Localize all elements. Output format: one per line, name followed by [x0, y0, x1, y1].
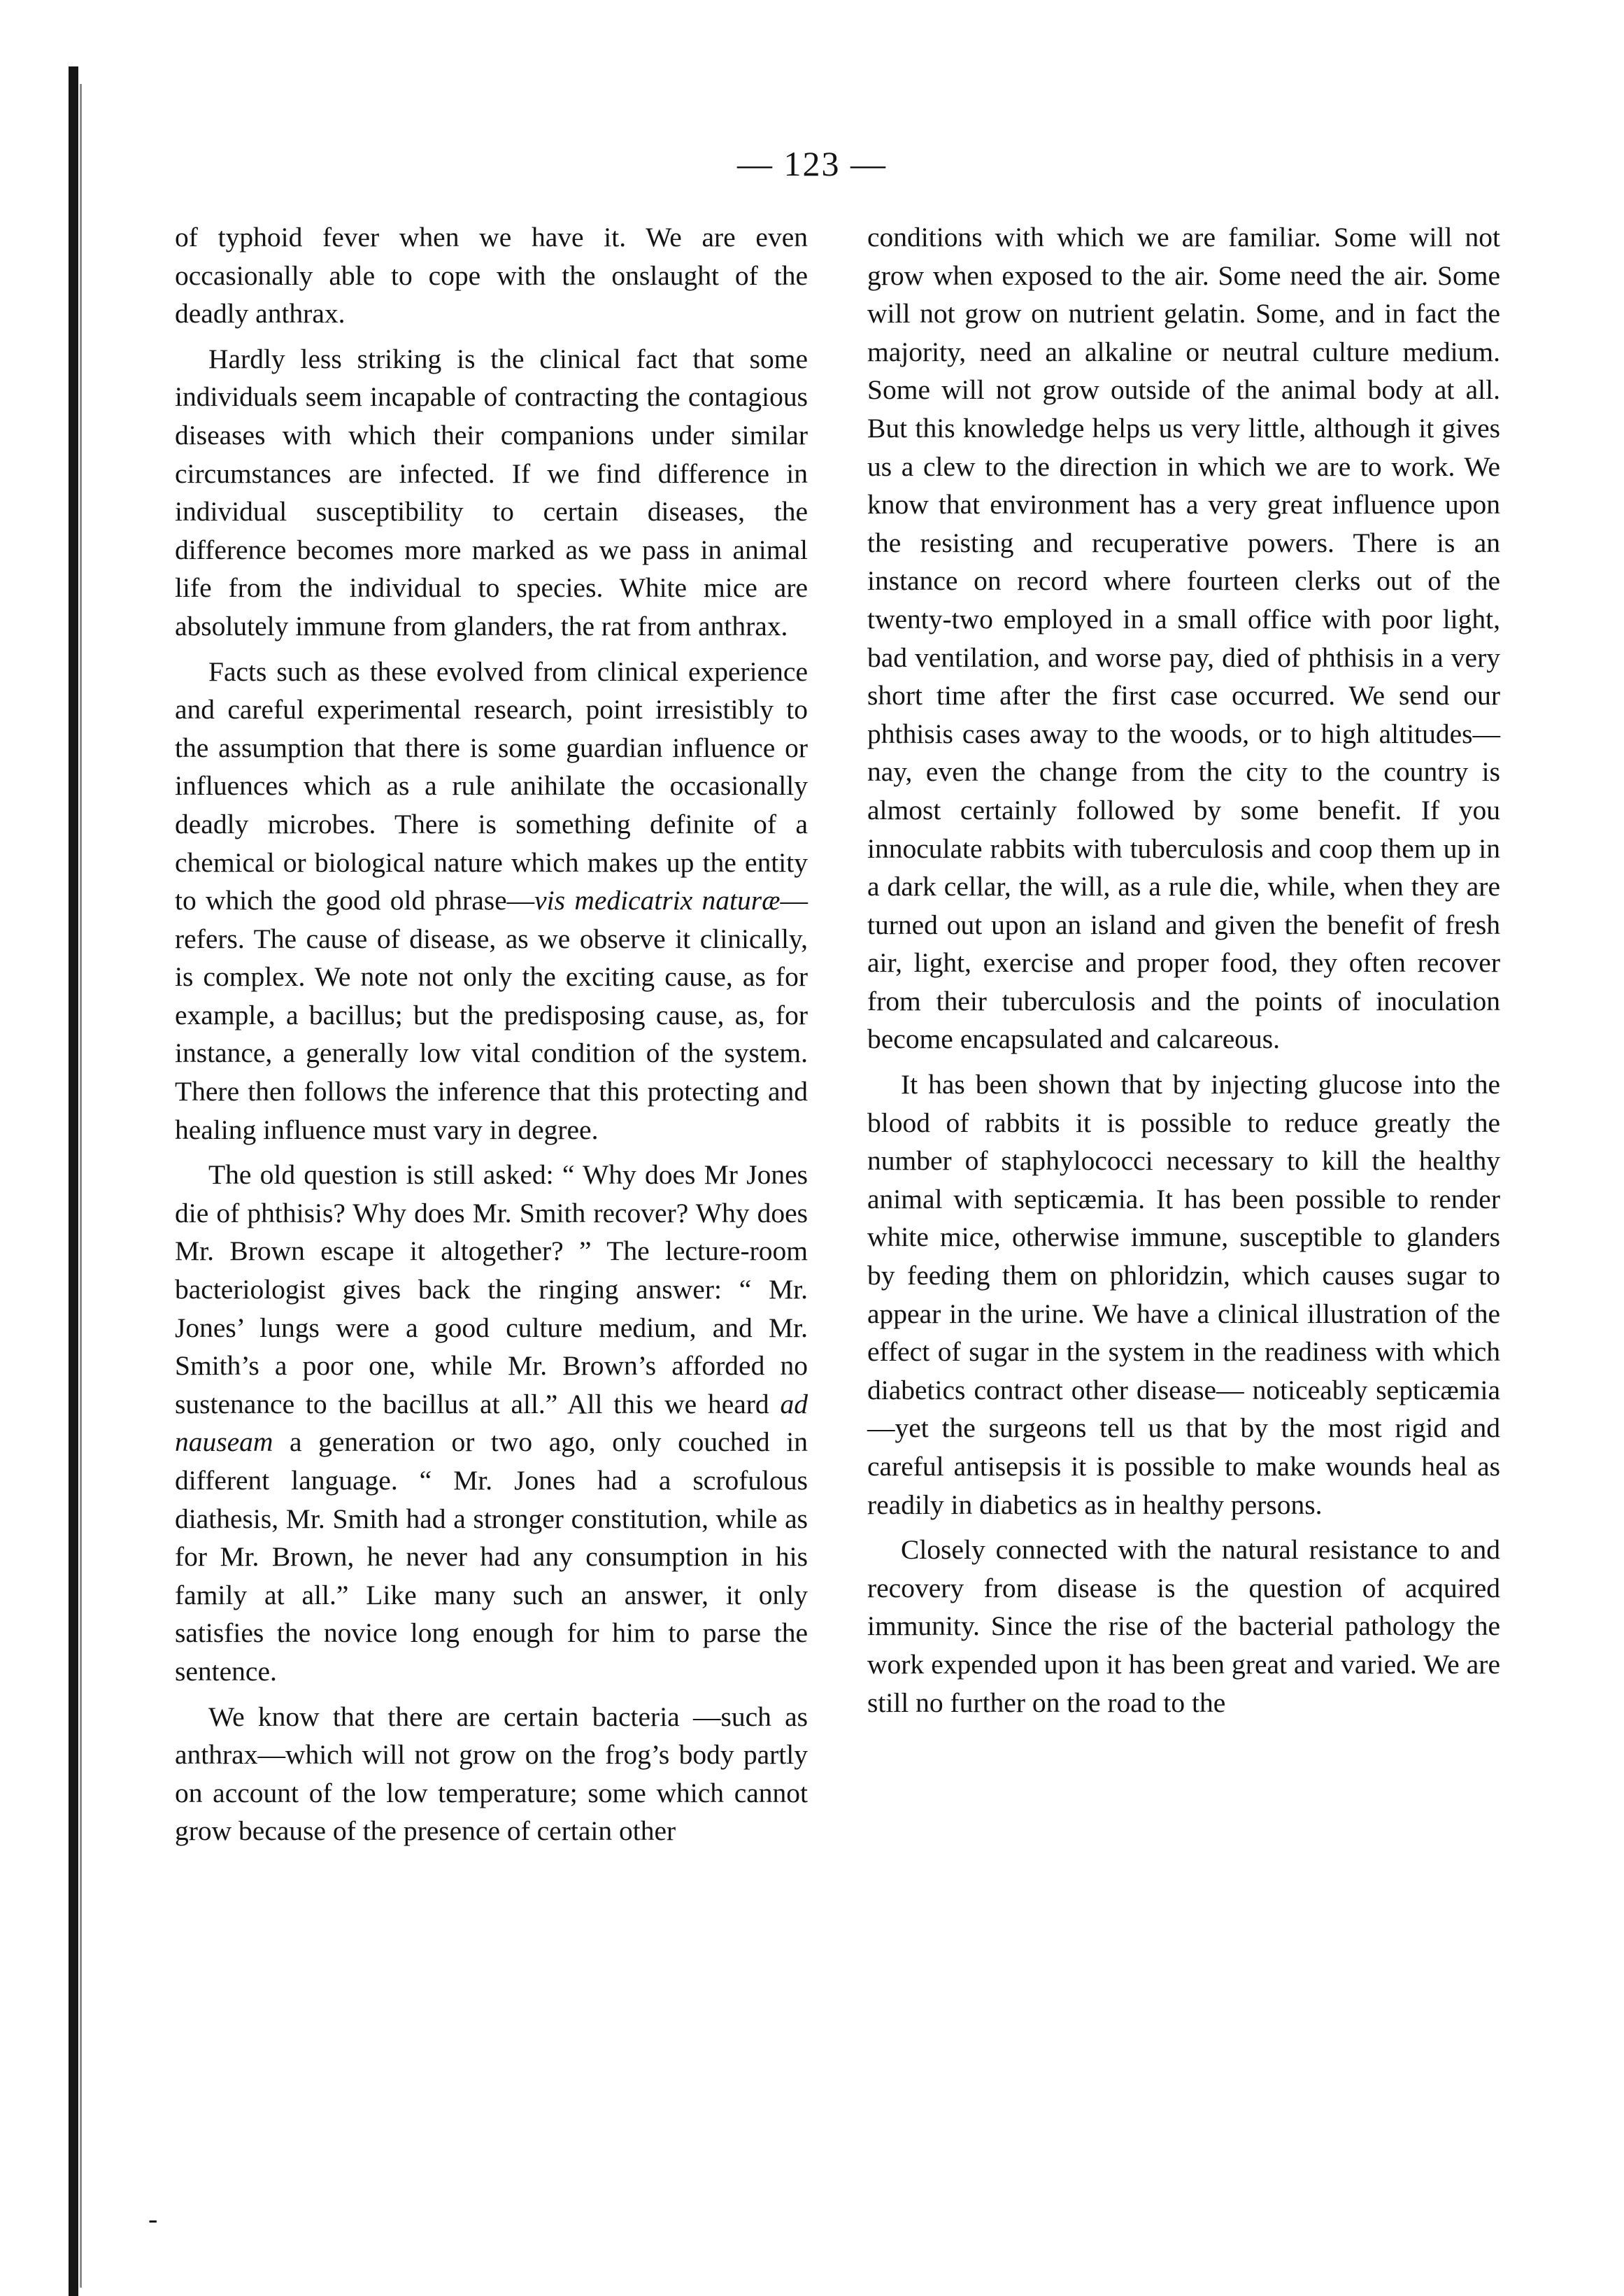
margin-mark: -	[148, 2203, 158, 2234]
left-paragraph-1: of typhoid fever when we have it. We are even occasionally able to cope with the onslaught of the deadly anthrax.	[175, 222, 808, 329]
left-paragraph-4-part-a: The old question is still asked: “ Why does Mr Jones die of phthisis? Why does Mr. Smith recover? Why does Mr. Brown escape it altogether? ” The lecture-room bacteriologist gives back the ringing answer: “ Mr. Jones’ lungs were a good culture medium, and Mr. Smith’s a poor one, while Mr. Brown’s afforded no sustenance to the bacillus at all.” All this we heard	[175, 1159, 808, 1419]
left-paragraph-2: Hardly less striking is the clinical fact that some individuals seem incapable of contracting the contagious diseases with which their companions under similar circumstances are infected. If we find difference in individual susceptibility to certain diseases, the difference becomes more marked as we pass in animal life from the individual to species. White mice are absolutely immune from glanders, the rat from anthrax.	[175, 343, 808, 642]
left-paragraph-3-part-b: —refers. The cause of disease, as we observe it clinically, is complex. We note not only the exciting cause, as for example, a bacillus; but the predisposing cause, as, for instance, a generally low vital condition of the system. There then follows the inference that this protecting and healing influence must vary in degree.	[175, 885, 808, 1145]
left-column	[175, 218, 808, 1857]
left-paragraph-4-latin-phrase: ad nauseam	[175, 1388, 808, 1458]
left-paragraph-4-part-b: a generation or two ago, only couched in different language. “ Mr. Jones had a scrofulous diathesis, Mr. Smith had a stronger constitution, while as for Mr. Brown, he never had any consumption in his family at all.” Like many such an answer, it only satisfies the novice long enough for him to parse the sentence.	[175, 1426, 808, 1687]
left-paragraph-4	[175, 1156, 808, 1690]
right-column	[867, 218, 1500, 1729]
binding-edge-rule	[69, 66, 78, 2296]
right-paragraph-1: conditions with which we are familiar. Some will not grow when exposed to the air. Some need the air. Some will not grow on nutrient gelatin. Some, and in fact the majority, need an alkaline or neutral culture medium. Some will not grow outside of the animal body at all. But this knowledge helps us very little, although it gives us a clew to the direction in which we are to work. We know that environment has a very great influence upon the resisting and recuperative powers. There is an instance on record where fourteen clerks out of the twenty-two employed in a small office with poor light, bad ventilation, and worse pay, died of phthisis in a very short time after the first case occurred. We send our phthisis cases away to the woods, or to high altitudes—nay, even the change from the city to the country is almost certainly followed by some benefit. If you innoculate rabbits with tuberculosis and coop them up in a dark cellar, the will, as a rule die, while, when they are turned out upon an island and given the benefit of fresh air, light, exercise and proper food, they often recover from their tuberculosis and the points of inoculation become encapsulated and calcareous.	[867, 222, 1500, 1055]
left-paragraph-3	[175, 653, 808, 1149]
left-paragraph-3-latin-phrase: vis medicatrix naturæ	[534, 885, 781, 916]
left-paragraph-3-part-a: Facts such as these evolved from clinical experience and careful experimental research, point irresistibly to the assumption that there is some guardian influence or influences which as a rule anihilate the occasionally deadly microbes. There is something definite of a chemical or biological nature which makes up the entity to which the good old phrase—	[175, 656, 808, 916]
right-paragraph-2: It has been shown that by injecting glucose into the blood of rabbits it is possible to reduce greatly the number of staphylococci necessary to kill the healthy animal with septicæmia. It has been possible to render white mice, otherwise immune, susceptible to glanders by feeding them on phloridzin, which causes sugar to appear in the urine. We have a clinical illustration of the effect of sugar in the system in the readiness with which diabetics contract other disease— noticeably septicæmia—yet the surgeons tell us that by the most rigid and careful antisepsis it is possible to make wounds heal as readily in diabetics as in healthy persons.	[867, 1069, 1500, 1520]
right-paragraph-3: Closely connected with the natural resistance to and recovery from disease is the question of acquired immunity. Since the rise of the bacterial pathology the work expended upon it has been great and varied. We are still no further on the road to the	[867, 1534, 1500, 1718]
binding-edge-shadow	[80, 84, 82, 2288]
left-paragraph-5: We know that there are certain bacteria —such as anthrax—which will not grow on the frog’s body partly on account of the low temperature; some which cannot grow because of the presence of certain other	[175, 1701, 808, 1847]
page-number: — 123 —	[737, 144, 887, 183]
